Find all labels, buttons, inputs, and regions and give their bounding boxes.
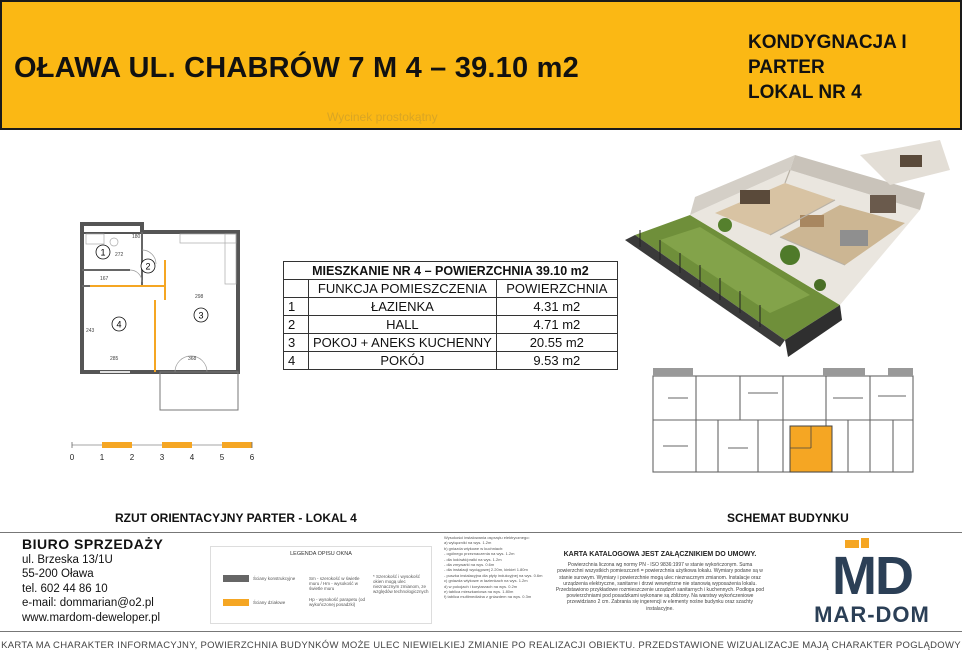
column-header-area: POWIERZCHNIA — [496, 280, 617, 298]
scale-tick: 3 — [159, 453, 165, 462]
svg-text:1: 1 — [100, 247, 106, 258]
room-table — [283, 261, 618, 370]
dim-label: 180 — [132, 234, 141, 240]
unit-info — [748, 30, 907, 105]
table-row: 4 POKÓJ 9.53 m2 — [284, 352, 618, 370]
room-marker-3 — [194, 308, 208, 322]
window-legend — [210, 546, 432, 624]
unit-label: LOKAL NR 4 — [748, 82, 862, 103]
office-city: 55-200 Oława — [22, 568, 94, 580]
divider — [0, 631, 962, 632]
page-title: OŁAWA UL. CHABRÓW 7 M 4 – 39.10 m2 — [14, 52, 579, 84]
scale-tick: 4 — [189, 453, 195, 462]
sales-office — [22, 537, 163, 625]
column-header-function: FUNKCJA POMIESZCZENIA — [309, 280, 497, 298]
catalog-title: KARTA KATALOGOWA JEST ZAŁĄCZNIKIEM DO UMOWY. — [563, 551, 757, 558]
svg-text:4: 4 — [116, 319, 122, 330]
scale-bar — [68, 440, 258, 464]
building-caption: SCHEMAT BUDYNKU — [727, 511, 849, 525]
office-street: ul. Brzeska 13/1U — [22, 553, 113, 566]
legend-swatch-existing — [223, 575, 249, 582]
divider — [0, 532, 962, 533]
level-label: KONDYGNACJA I — [748, 32, 907, 53]
apartment-3d-render — [620, 135, 950, 360]
building-schema — [648, 368, 918, 480]
room-marker-4 — [112, 317, 126, 331]
ghost-tooltip: Wycinek prostokątny — [327, 110, 438, 124]
legend-label-existing: Ściany konstrukcyjne — [253, 576, 296, 581]
floor-label: PARTER — [748, 57, 825, 78]
office-title: BIURO SPRZEDAŻY — [22, 536, 164, 552]
scale-tick: 1 — [99, 453, 105, 462]
room-marker-1 — [96, 245, 110, 259]
table-caption: MIESZKANIE NR 4 – POWIERZCHNIA 39.10 m2 — [284, 262, 618, 280]
scale-tick: 5 — [219, 453, 225, 462]
legend-swatch-partition — [223, 599, 249, 606]
legend-title: LEGENDA OPISU OKNA — [290, 551, 352, 557]
dim-label: 368 — [188, 356, 197, 362]
logo-text: MAR-DOM — [814, 602, 930, 626]
legend-note: * Szerokość i wysokość okien mogą ulec nieznacznym zmianom, ze względów technologicznych — [373, 574, 429, 594]
dim-label: 167 — [100, 276, 109, 282]
header-banner — [0, 0, 962, 130]
electrical-notes: Wysokości instalowania osprzętu elektrycznego: a) wyłączniki na wys. 1.2m b) gniazda wtykowe w kuchniach: - ogólnego przeznaczenia na wys. 1.2m - dla lodówki/pralki na wys. 1.2m - dla zmywarki na wys. 0.6m - dla instalacji wyciągowej 2.20m, kinkiet 1.80m - puszka instalacyjna dla płyty indukcyjnej na wys. 0.6m c) gniazda wtykowe w łazienkach na wys. 1.2m d) w pokojach i korytarzach na wys. 0.2m e) tablica mieszkaniowa na wys. 1.80m f) tablica multimedialna z gniazdem na wys. 0.3m — [444, 535, 543, 600]
mar-dom-logo — [785, 538, 960, 626]
scale-tick: 6 — [249, 453, 255, 462]
dim-label: 272 — [115, 252, 124, 258]
legend-label-partition: Ściany działowe — [253, 600, 286, 605]
legend-row2: Hp - wysokość parapetu (od wykończonej posadzki) — [309, 597, 366, 607]
disclaimer: KARTA MA CHARAKTER INFORMACYJNY, POWIERZCHNIA BUDYNKÓW MOŻE ULEC NIEWIELKIEJ ZMIANIE PO REALIZACJI OBIEKTU. PRZEDSTAWIONE WIZUALIZACJE MAJĄ CHARAKTER POGLĄDOWY — [1, 640, 961, 651]
dim-label: 285 — [110, 356, 119, 362]
table-row: 3 POKOJ + ANEKS KUCHENNY 20.55 m2 — [284, 334, 618, 352]
scale-tick: 2 — [129, 453, 135, 462]
scale-tick: 0 — [69, 453, 75, 462]
svg-text:3: 3 — [198, 310, 204, 321]
table-row: 1 ŁAZIENKA 4.31 m2 — [284, 298, 618, 316]
plan-caption: RZUT ORIENTACYJNY PARTER - LOKAL 4 — [115, 511, 357, 525]
svg-text:2: 2 — [145, 261, 151, 272]
legend-row1: Sm - szerokość w świetle muru / Hm - wysokość w świetle muru — [309, 576, 360, 591]
table-row: 2 HALL 4.71 m2 — [284, 316, 618, 334]
office-email[interactable]: e-mail: dommarian@o2.pl — [22, 597, 154, 609]
catalog-note — [555, 552, 765, 612]
logo-mark: MD — [832, 546, 912, 606]
room-marker-2 — [141, 259, 155, 273]
dim-label: 243 — [86, 328, 95, 334]
dim-label: 298 — [195, 294, 204, 300]
office-website[interactable]: www.mardom-deweloper.pl — [22, 611, 161, 624]
catalog-body: Powierzchnia liczona wg normy PN - ISO 9836:1997 w stanie wykończonym. Suma powierzchni wszystkich pomieszczeń = powierzchnia użytkowa lokalu. Wymiary podane są w stanie surowym. Wymiary i powierzchnie mogą ulec nieznacznym zmianom. Instalacje oraz urządzenia elektryczne, sanitarne i drzwi wewnętrzne nie stanowią wyposażenia lokalu. Przedstawiono przykładowe rozmieszczenie urządzeń sanitarnych i kuchennych. Podłoga pod powierzchniami pod posadzkami wykonane są zbliżony. Na warstwy wykończeniowe przewidziano 2 cm. Zabrania się ingerencji w elementy nośne budynku oraz szachty instalacyjne. — [555, 562, 765, 612]
floor-plan — [70, 220, 260, 420]
office-phone[interactable]: tel. 602 44 86 10 — [22, 582, 108, 595]
